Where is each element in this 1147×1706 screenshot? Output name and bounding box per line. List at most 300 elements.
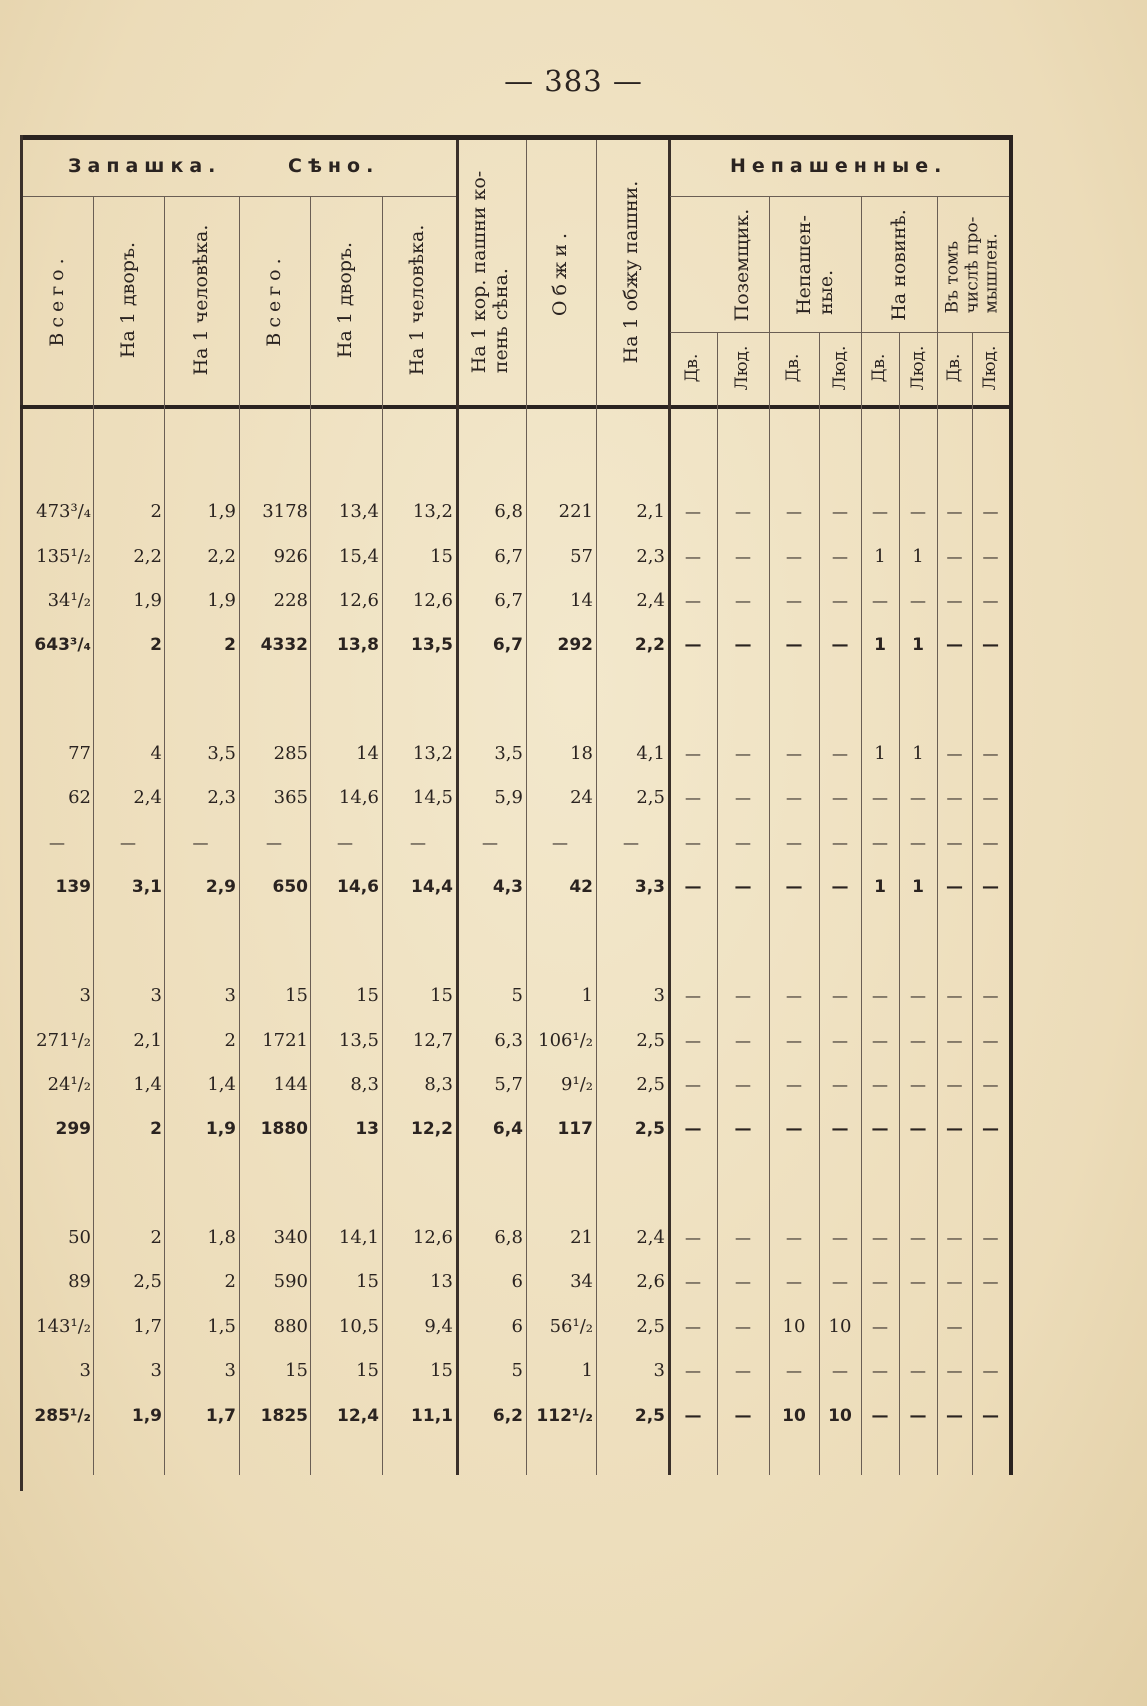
cell-v-tom-chisle-lyud: — — [982, 635, 999, 655]
header-nepashennye-sub: Непашен- ные. — [793, 214, 837, 315]
cell-v-tom-chisle-dv: — — [946, 1075, 963, 1094]
cell-seno-vsego: 144 — [273, 1074, 308, 1095]
cell-v-tom-chisle-lyud: — — [982, 744, 999, 763]
cell-nepashennye-dv: — — [786, 833, 802, 852]
cell-na-novine-lyud: — — [909, 1119, 927, 1139]
cell-pozemshchik-lyud: — — [735, 502, 751, 521]
header-lyud-pozemshchik: Люд. — [732, 345, 753, 391]
cell-nepashennye-dv: — — [786, 1272, 802, 1291]
cell-na-novine-dv: — — [872, 1075, 888, 1094]
cell-na-novine-dv: — — [872, 1228, 888, 1247]
cell-na-1-cheloveka: 1,4 — [207, 1074, 236, 1095]
cell-nepashennye-dv: — — [786, 1228, 802, 1247]
cell-pozemshchik-dv: — — [685, 788, 701, 807]
cell-v-tom-chisle-lyud: — — [982, 986, 999, 1005]
cell-pozemshchik-dv: — — [684, 877, 702, 897]
cell-seno-vsego: 285 — [273, 743, 308, 764]
cell-na-1-dvor: 1,7 — [133, 1316, 162, 1337]
cell-seno-na-1-dvor: 14,6 — [338, 787, 379, 808]
cell-na-1-obzhu: 3,3 — [634, 877, 665, 897]
cell-v-tom-chisle-lyud: — — [982, 1228, 999, 1247]
cell-v-tom-chisle-lyud: — — [982, 877, 999, 897]
cell-pozemshchik-lyud: — — [734, 1119, 752, 1139]
cell-nepashennye-lyud: — — [832, 833, 848, 852]
group-header-zapashka: Запашка. — [68, 155, 222, 177]
cell-na-1-kor: 6 — [511, 1316, 523, 1337]
cell-seno-na-1-dvor: 15 — [356, 1271, 379, 1292]
cell-v-tom-chisle-dv: — — [946, 1031, 963, 1050]
cell-v-tom-chisle-lyud: — — [982, 547, 999, 566]
cell-na-1-obzhu: 2,5 — [634, 1406, 665, 1426]
header-lyud-na-novine: Люд. — [907, 345, 928, 391]
cell-na-1-kor: 6,2 — [492, 1406, 523, 1426]
cell-obzhi: 1 — [581, 1360, 593, 1381]
cell-na-1-kor: 6,7 — [494, 590, 523, 611]
cell-seno-vsego: 228 — [273, 590, 308, 611]
cell-v-tom-chisle-dv: — — [946, 591, 963, 610]
cell-vsego: 3 — [79, 985, 91, 1006]
cell-seno-na-1-dvor: 15,4 — [338, 546, 379, 567]
cell-na-novine-lyud — [900, 1312, 936, 1342]
cell-na-novine-dv: — — [872, 788, 888, 807]
cell-pozemshchik-dv: — — [685, 1317, 701, 1336]
cell-seno-na-1-dvor: — — [337, 833, 353, 852]
cell-v-tom-chisle-lyud: — — [982, 1272, 999, 1291]
cell-na-1-kor: 5,7 — [494, 1074, 523, 1095]
cell-nepashennye-dv: — — [786, 1361, 802, 1380]
cell-nepashennye-lyud: 10 — [828, 1316, 852, 1337]
header-seno-vsego: Всего. — [263, 253, 286, 347]
cell-na-1-kor: 4,3 — [492, 877, 523, 897]
cell-na-1-kor: 5,9 — [494, 787, 523, 808]
cell-na-novine-lyud: — — [910, 833, 926, 852]
cell-v-tom-chisle-lyud: — — [982, 1119, 999, 1139]
cell-na-1-dvor: 2,2 — [133, 546, 162, 567]
cell-nepashennye-lyud: — — [832, 502, 848, 521]
cell-seno-na-1-cheloveka: 13 — [430, 1271, 453, 1292]
cell-na-novine-lyud: — — [910, 1272, 926, 1291]
cell-na-1-obzhu: 2,6 — [636, 1271, 665, 1292]
cell-nepashennye-dv: — — [785, 877, 803, 897]
cell-seno-na-1-dvor: 13,5 — [338, 1030, 379, 1051]
header-zapashka-na-1-dvor: На 1 дворъ. — [117, 241, 140, 359]
cell-na-1-kor: 6,8 — [494, 1227, 523, 1248]
cell-vsego: 285¹/₂ — [34, 1406, 91, 1426]
cell-seno-na-1-cheloveka: 12,6 — [412, 1227, 453, 1248]
cell-seno-na-1-dvor: 14,1 — [338, 1227, 379, 1248]
cell-vsego: 299 — [55, 1119, 91, 1139]
cell-seno-vsego: 365 — [273, 787, 308, 808]
cell-na-1-obzhu: 2,3 — [636, 546, 665, 567]
cell-seno-vsego: 880 — [273, 1316, 308, 1337]
group-header-seno: Сѣно. — [288, 155, 380, 177]
cell-na-novine-lyud: 1 — [912, 635, 924, 655]
cell-obzhi: 14 — [570, 590, 593, 611]
cell-v-tom-chisle-lyud: — — [982, 833, 999, 852]
cell-obzhi: 1 — [581, 985, 593, 1006]
header-pozemshchik: Поземщик. — [731, 208, 754, 321]
cell-nepashennye-dv: — — [786, 1031, 802, 1050]
cell-obzhi: 221 — [558, 501, 593, 522]
group-header-nepashennye: Непашенные. — [730, 155, 948, 177]
cell-vsego: 77 — [68, 743, 91, 764]
cell-nepashennye-lyud: — — [832, 591, 848, 610]
cell-seno-vsego: 1721 — [262, 1030, 308, 1051]
cell-seno-na-1-dvor: 14,6 — [337, 877, 379, 897]
cell-pozemshchik-dv: — — [685, 591, 701, 610]
cell-obzhi: — — [552, 833, 568, 852]
cell-na-novine-lyud: — — [910, 986, 926, 1005]
cell-vsego: 3 — [79, 1360, 91, 1381]
cell-na-1-dvor: 3 — [150, 985, 162, 1006]
cell-seno-na-1-dvor: 12,4 — [337, 1406, 379, 1426]
cell-na-1-dvor: 2 — [150, 1227, 162, 1248]
header-lyud-nepashennye: Люд. — [830, 345, 851, 391]
cell-na-1-kor: 6 — [511, 1271, 523, 1292]
cell-pozemshchik-lyud: — — [735, 833, 751, 852]
cell-na-1-obzhu: — — [623, 833, 639, 852]
cell-obzhi: 21 — [570, 1227, 593, 1248]
cell-seno-na-1-cheloveka: 13,5 — [411, 635, 453, 655]
cell-na-1-cheloveka: 3 — [224, 1360, 236, 1381]
cell-na-1-cheloveka: 2,9 — [205, 877, 236, 897]
cell-na-1-obzhu: 2,5 — [636, 787, 665, 808]
cell-na-1-kor: 6,7 — [492, 635, 523, 655]
cell-v-tom-chisle-dv: — — [946, 1119, 963, 1139]
cell-seno-vsego: 340 — [273, 1227, 308, 1248]
cell-seno-na-1-dvor: 13 — [355, 1119, 379, 1139]
cell-nepashennye-lyud: — — [832, 1075, 848, 1094]
cell-na-novine-lyud: — — [910, 788, 926, 807]
cell-na-1-dvor: 1,9 — [133, 590, 162, 611]
cell-nepashennye-lyud: — — [832, 1272, 848, 1291]
cell-seno-na-1-dvor: 8,3 — [350, 1074, 379, 1095]
cell-vsego: 139 — [55, 877, 91, 897]
cell-v-tom-chisle-lyud — [973, 1312, 1008, 1342]
cell-na-novine-dv: 1 — [874, 546, 886, 567]
cell-na-1-kor: 6,8 — [494, 501, 523, 522]
cell-nepashennye-lyud: — — [832, 1228, 848, 1247]
cell-seno-vsego: — — [266, 833, 282, 852]
cell-nepashennye-lyud: — — [832, 986, 848, 1005]
cell-v-tom-chisle-dv: — — [946, 788, 963, 807]
cell-v-tom-chisle-dv: — — [946, 877, 963, 897]
cell-na-novine-lyud: — — [910, 591, 926, 610]
cell-pozemshchik-dv: — — [685, 502, 701, 521]
cell-na-1-cheloveka: 1,9 — [205, 1119, 236, 1139]
cell-na-1-cheloveka: 2,3 — [207, 787, 236, 808]
header-obzhi: Обжи. — [549, 227, 572, 317]
cell-na-1-dvor: — — [120, 833, 136, 852]
header-na-1-kor-pashni: На 1 кор. пашни ко- пень сѣна. — [468, 170, 512, 374]
cell-nepashennye-dv: — — [785, 1119, 803, 1139]
header-dv-na-novine: Дв. — [869, 353, 890, 383]
cell-na-1-dvor: 2 — [150, 1119, 162, 1139]
cell-seno-na-1-dvor: 13,4 — [338, 501, 379, 522]
cell-pozemshchik-lyud: — — [735, 1075, 751, 1094]
cell-na-1-dvor: 1,4 — [133, 1074, 162, 1095]
header-v-tom-chisle: Въ томъ числѣ про- мышлен. — [942, 216, 1002, 313]
cell-seno-vsego: 650 — [272, 877, 308, 897]
cell-pozemshchik-dv: — — [685, 986, 701, 1005]
cell-pozemshchik-dv: — — [685, 1075, 701, 1094]
cell-v-tom-chisle-lyud: — — [982, 591, 999, 610]
cell-na-novine-dv: 1 — [874, 635, 886, 655]
cell-nepashennye-dv: — — [785, 635, 803, 655]
page-number: — 383 — — [504, 64, 643, 98]
cell-seno-na-1-cheloveka: 15 — [430, 985, 453, 1006]
cell-pozemshchik-dv: — — [685, 547, 701, 566]
cell-nepashennye-lyud: — — [832, 1361, 848, 1380]
cell-na-1-obzhu: 2,5 — [636, 1030, 665, 1051]
cell-v-tom-chisle-dv: — — [946, 547, 963, 566]
cell-seno-na-1-cheloveka: 12,2 — [411, 1119, 453, 1139]
cell-seno-vsego: 926 — [273, 546, 308, 567]
cell-vsego: 62 — [68, 787, 91, 808]
cell-vsego: 34¹/₂ — [47, 590, 91, 611]
cell-na-novine-lyud: — — [910, 1361, 926, 1380]
cell-nepashennye-lyud: — — [831, 877, 849, 897]
cell-pozemshchik-lyud: — — [735, 591, 751, 610]
header-dv-nepashennye: Дв. — [783, 353, 804, 383]
cell-obzhi: 292 — [557, 635, 593, 655]
header-na-novine: На новинѣ. — [887, 208, 910, 321]
cell-obzhi: 24 — [570, 787, 593, 808]
cell-obzhi: 106¹/₂ — [538, 1030, 593, 1051]
cell-nepashennye-lyud: — — [832, 1031, 848, 1050]
cell-v-tom-chisle-dv: — — [946, 1228, 963, 1247]
cell-v-tom-chisle-dv: — — [946, 744, 963, 763]
cell-v-tom-chisle-dv: — — [946, 635, 963, 655]
cell-na-1-obzhu: 4,1 — [636, 743, 665, 764]
cell-nepashennye-lyud: — — [831, 1119, 849, 1139]
cell-seno-na-1-dvor: 15 — [356, 1360, 379, 1381]
cell-na-novine-dv: 1 — [874, 743, 886, 764]
cell-na-1-dvor: 2 — [150, 635, 162, 655]
cell-na-1-dvor: 4 — [150, 743, 162, 764]
cell-v-tom-chisle-lyud: — — [982, 1361, 999, 1380]
cell-na-1-dvor: 3,1 — [131, 877, 162, 897]
cell-na-novine-lyud: 1 — [912, 546, 924, 567]
cell-v-tom-chisle-dv: — — [946, 502, 963, 521]
cell-v-tom-chisle-lyud: — — [982, 788, 999, 807]
cell-na-1-dvor: 1,9 — [131, 1406, 162, 1426]
cell-na-novine-lyud: — — [910, 502, 926, 521]
cell-pozemshchik-lyud: — — [735, 1272, 751, 1291]
cell-nepashennye-lyud: — — [831, 635, 849, 655]
cell-nepashennye-dv: 10 — [782, 1316, 806, 1337]
cell-na-1-dvor: 3 — [150, 1360, 162, 1381]
cell-v-tom-chisle-dv: — — [946, 1361, 963, 1380]
cell-na-1-kor: — — [482, 833, 498, 852]
cell-na-1-dvor: 2,5 — [133, 1271, 162, 1292]
cell-na-1-obzhu: 2,2 — [634, 635, 665, 655]
table-right-rule — [1009, 135, 1013, 1475]
cell-na-novine-dv: 1 — [874, 877, 886, 897]
cell-pozemshchik-dv: — — [685, 1361, 701, 1380]
cell-seno-na-1-cheloveka: — — [410, 833, 426, 852]
cell-pozemshchik-dv: — — [685, 1031, 701, 1050]
cell-na-novine-dv: — — [872, 1272, 888, 1291]
cell-na-1-kor: 6,7 — [494, 546, 523, 567]
header-lyud-v-tom-chisle: Люд. — [980, 345, 1001, 391]
cell-pozemshchik-lyud: — — [734, 1406, 752, 1426]
cell-obzhi: 42 — [569, 877, 593, 897]
cell-na-novine-dv: — — [871, 1119, 889, 1139]
cell-v-tom-chisle-dv: — — [946, 833, 963, 852]
cell-pozemshchik-lyud: — — [735, 1228, 751, 1247]
cell-na-1-cheloveka: 2 — [224, 1030, 236, 1051]
cell-seno-na-1-cheloveka: 12,7 — [412, 1030, 453, 1051]
cell-na-novine-lyud: 1 — [912, 743, 924, 764]
cell-vsego: 271¹/₂ — [36, 1030, 91, 1051]
cell-na-1-kor: 3,5 — [494, 743, 523, 764]
cell-na-1-obzhu: 2,4 — [636, 1227, 665, 1248]
cell-na-1-dvor: 2 — [150, 501, 162, 522]
cell-na-1-cheloveka: 1,9 — [207, 501, 236, 522]
cell-pozemshchik-lyud: — — [735, 744, 751, 763]
cell-pozemshchik-dv: — — [684, 1119, 702, 1139]
cell-vsego: 643³/₄ — [34, 635, 91, 655]
cell-vsego: 50 — [68, 1227, 91, 1248]
cell-nepashennye-lyud: — — [832, 744, 848, 763]
cell-pozemshchik-lyud: — — [734, 877, 752, 897]
cell-na-1-dvor: 2,1 — [133, 1030, 162, 1051]
cell-na-1-cheloveka: 3,5 — [207, 743, 236, 764]
cell-pozemshchik-dv: — — [684, 1406, 702, 1426]
cell-v-tom-chisle-lyud: — — [982, 1406, 999, 1426]
cell-na-novine-dv: — — [872, 1031, 888, 1050]
cell-nepashennye-dv: — — [786, 1075, 802, 1094]
cell-na-novine-dv: — — [872, 591, 888, 610]
cell-na-1-obzhu: 2,4 — [636, 590, 665, 611]
cell-v-tom-chisle-dv: — — [946, 986, 963, 1005]
cell-seno-vsego: 1880 — [260, 1119, 308, 1139]
cell-seno-na-1-cheloveka: 14,5 — [412, 787, 453, 808]
header-seno-na-1-cheloveka: На 1 человѣка. — [406, 224, 429, 376]
cell-nepashennye-lyud: — — [832, 788, 848, 807]
cell-pozemshchik-dv: — — [685, 1228, 701, 1247]
cell-na-novine-lyud: — — [910, 1228, 926, 1247]
cell-obzhi: 57 — [570, 546, 593, 567]
cell-seno-vsego: 3178 — [262, 501, 308, 522]
cell-seno-na-1-dvor: 13,8 — [337, 635, 379, 655]
cell-obzhi: 112¹/₂ — [536, 1406, 593, 1426]
header-dv-pozemshchik: Дв. — [682, 353, 703, 383]
cell-obzhi: 18 — [570, 743, 593, 764]
header-zapashka-vsego: Всего. — [46, 253, 69, 347]
cell-seno-na-1-dvor: 12,6 — [338, 590, 379, 611]
cell-v-tom-chisle-lyud: — — [982, 502, 999, 521]
cell-pozemshchik-dv: — — [685, 744, 701, 763]
cell-seno-na-1-dvor: 15 — [356, 985, 379, 1006]
cell-obzhi: 9¹/₂ — [561, 1074, 593, 1095]
cell-obzhi: 56¹/₂ — [549, 1316, 593, 1337]
cell-seno-na-1-cheloveka: 11,1 — [411, 1406, 453, 1426]
cell-na-1-kor: 5 — [511, 985, 523, 1006]
cell-na-1-cheloveka: — — [192, 833, 209, 852]
cell-nepashennye-lyud: 10 — [828, 1406, 852, 1426]
cell-nepashennye-dv: 10 — [782, 1406, 806, 1426]
cell-pozemshchik-lyud: — — [735, 1361, 751, 1380]
cell-na-1-cheloveka: 2 — [224, 635, 236, 655]
cell-pozemshchik-dv: — — [684, 635, 702, 655]
header-na-1-obzhu-pashni: На 1 обжу пашни. — [620, 180, 643, 364]
cell-na-1-obzhu: 2,1 — [636, 501, 665, 522]
cell-vsego: 473³/₄ — [36, 501, 91, 522]
header-seno-na-1-dvor: На 1 дворъ. — [334, 241, 357, 359]
cell-na-1-kor: 5 — [511, 1360, 523, 1381]
cell-vsego: 135¹/₂ — [36, 546, 91, 567]
cell-pozemshchik-dv: — — [685, 1272, 701, 1291]
cell-na-1-cheloveka: 1,8 — [207, 1227, 236, 1248]
cell-v-tom-chisle-dv: — — [946, 1317, 963, 1336]
cell-nepashennye-dv: — — [786, 591, 802, 610]
cell-na-1-kor: 6,4 — [492, 1119, 523, 1139]
cell-pozemshchik-lyud: — — [735, 1317, 751, 1336]
cell-na-1-dvor: 2,4 — [133, 787, 162, 808]
cell-obzhi: 117 — [557, 1119, 593, 1139]
cell-na-1-cheloveka: 1,9 — [207, 590, 236, 611]
cell-seno-na-1-cheloveka: 9,4 — [424, 1316, 453, 1337]
cell-na-1-obzhu: 2,5 — [636, 1316, 665, 1337]
cell-nepashennye-lyud: — — [832, 547, 848, 566]
cell-seno-na-1-cheloveka: 15 — [430, 546, 453, 567]
cell-na-novine-dv: — — [872, 986, 888, 1005]
cell-pozemshchik-dv: — — [685, 833, 701, 852]
cell-na-novine-dv: — — [871, 1406, 889, 1426]
cell-na-novine-lyud: — — [909, 1406, 927, 1426]
cell-na-novine-dv: — — [872, 1361, 888, 1380]
cell-v-tom-chisle-dv: — — [946, 1272, 963, 1291]
cell-na-1-obzhu: 3 — [653, 1360, 665, 1381]
cell-nepashennye-dv: — — [786, 788, 802, 807]
cell-na-novine-lyud: — — [910, 1075, 926, 1094]
cell-na-novine-dv: — — [872, 1317, 888, 1336]
cell-pozemshchik-lyud: — — [735, 788, 751, 807]
cell-na-1-obzhu: 2,5 — [636, 1074, 665, 1095]
cell-seno-na-1-cheloveka: 15 — [430, 1360, 453, 1381]
cell-vsego: 143¹/₂ — [36, 1316, 91, 1337]
cell-seno-na-1-dvor: 14 — [356, 743, 379, 764]
cell-seno-na-1-cheloveka: 14,4 — [411, 877, 453, 897]
cell-vsego: 89 — [68, 1271, 91, 1292]
cell-seno-na-1-dvor: 10,5 — [338, 1316, 379, 1337]
cell-vsego: — — [49, 833, 65, 852]
cell-v-tom-chisle-lyud: — — [982, 1031, 999, 1050]
cell-na-novine-dv: — — [872, 502, 888, 521]
cell-seno-vsego: 15 — [285, 985, 308, 1006]
cell-na-1-kor: 6,3 — [494, 1030, 523, 1051]
cell-na-1-cheloveka: 2,2 — [207, 546, 236, 567]
cell-seno-na-1-cheloveka: 13,2 — [412, 501, 453, 522]
cell-seno-vsego: 1825 — [260, 1406, 308, 1426]
cell-seno-vsego: 590 — [273, 1271, 308, 1292]
cell-na-1-cheloveka: 1,7 — [205, 1406, 236, 1426]
cell-na-1-obzhu: 3 — [653, 985, 665, 1006]
cell-na-1-cheloveka: 1,5 — [207, 1316, 236, 1337]
cell-na-novine-lyud: — — [910, 1031, 926, 1050]
cell-nepashennye-dv: — — [786, 986, 802, 1005]
cell-na-novine-lyud: 1 — [912, 877, 924, 897]
cell-na-1-cheloveka: 3 — [224, 985, 236, 1006]
cell-vsego: 24¹/₂ — [47, 1074, 91, 1095]
header-zapashka-na-1-cheloveka: На 1 человѣка. — [189, 224, 212, 376]
cell-pozemshchik-lyud: — — [735, 986, 751, 1005]
cell-seno-vsego: 15 — [285, 1360, 308, 1381]
cell-v-tom-chisle-lyud: — — [982, 1075, 999, 1094]
cell-pozemshchik-lyud: — — [735, 1031, 751, 1050]
